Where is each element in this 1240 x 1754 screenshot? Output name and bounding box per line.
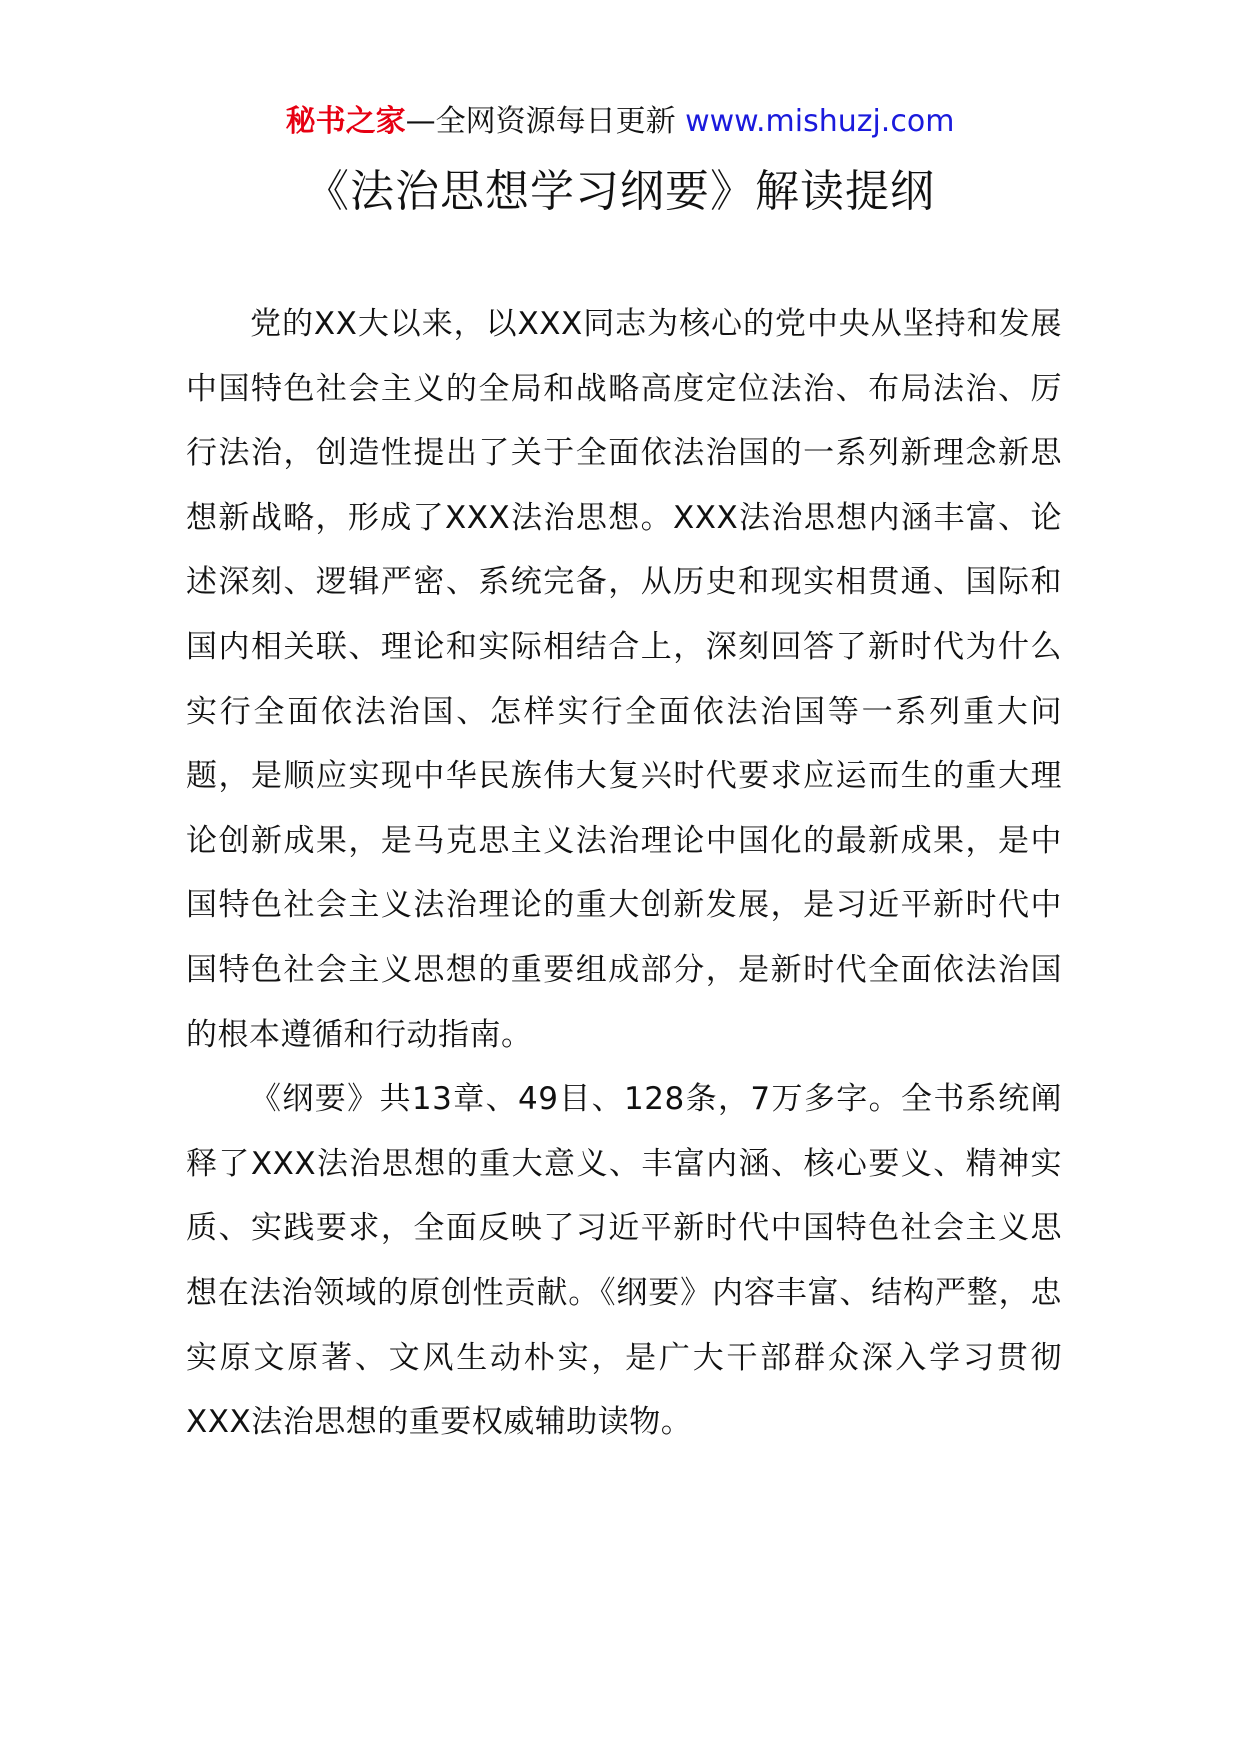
body-paragraph: 党的XX大以来，以XXX同志为核心的党中央从坚持和发展中国特色社会主义的全局和战略高度定位法治、布局法治、厉行法治，创造性提出了关于全面依法治国的一系列新理念新思想新战略，形成了XXX法治思想。XXX法治思想内涵丰富、论述深刻、逻辑严密、系统完备，从历史和现实相贯通、国际和国内相关联、理论和实际相结合上，深刻回答了新时代为什么实行全面依法治国、怎样实行全面依法治国等一系列重大问题，是顺应实现中华民族伟大复兴时代要求应运而生的重大理论创新成果，是马克思主义法治理论中国化的最新成果，是中国特色社会主义法治理论的重大创新发展，是习近平新时代中国特色社会主义思想的重要组成部分，是新时代全面依法治国的根本遵循和行动指南。	[186, 306, 1062, 1053]
body-paragraph: 《纲要》共13章、49目、128条，7万多字。全书系统阐释了XXX法治思想的重大意义、丰富内涵、核心要义、精神实质、实践要求，全面反映了习近平新时代中国特色社会主义思想在法治领域的原创性贡献。《纲要》内容丰富、结构严整，忠实原文原著、文风生动朴实，是广大干部群众深入学习贯彻XXX法治思想的重要权威辅助读物。	[186, 1081, 1062, 1441]
site-slogan: —全网资源每日更新	[405, 104, 676, 139]
document-body	[186, 292, 1062, 1455]
site-header	[0, 100, 1240, 144]
document-title: 《法治思想学习纲要》解读提纲	[305, 166, 935, 217]
site-brand: 秘书之家	[285, 104, 406, 139]
site-url-link[interactable]: www.mishuzj.com	[675, 104, 955, 139]
